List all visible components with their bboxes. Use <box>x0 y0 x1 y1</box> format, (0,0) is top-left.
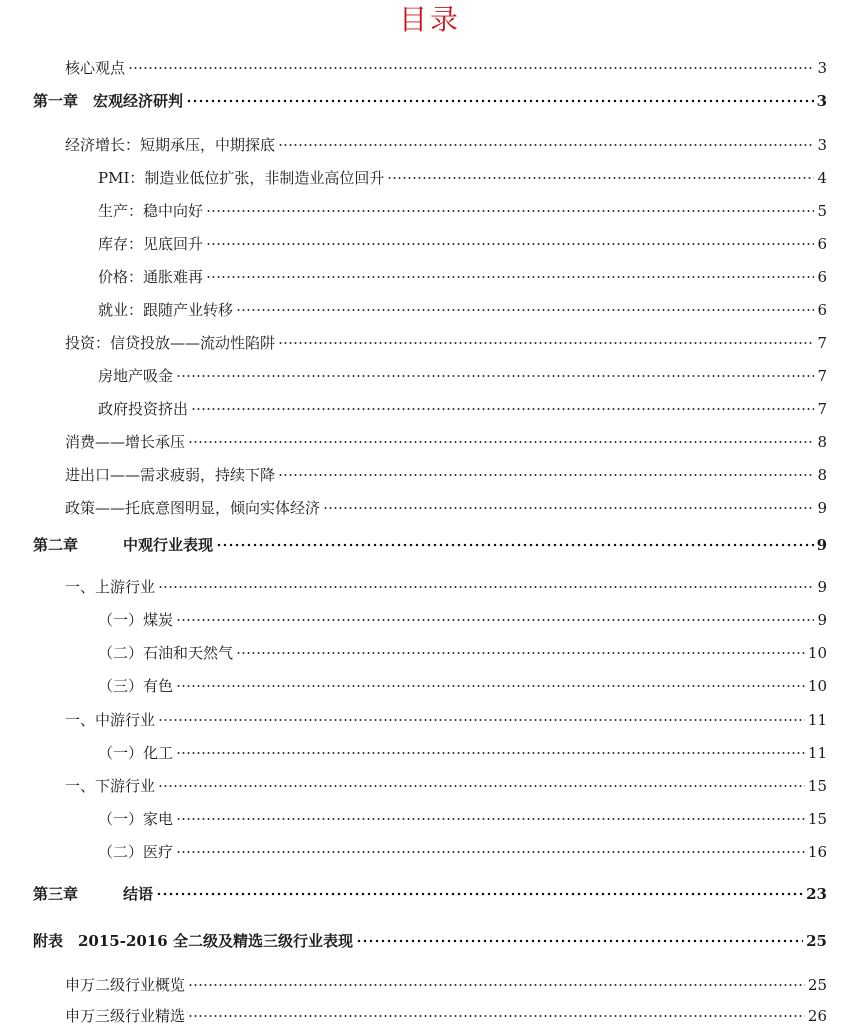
toc-entry[interactable] <box>98 610 827 630</box>
toc-entry-page: 6 <box>817 301 827 319</box>
toc-entry-label: （一）家电 <box>98 810 174 828</box>
dot-leader <box>387 176 814 180</box>
toc-entry-label: 附表 2015-2016 全二级及精选三级行业表现 <box>33 932 353 950</box>
toc-entry-page: 3 <box>817 136 827 154</box>
toc-entry[interactable] <box>98 300 827 320</box>
dot-leader <box>176 850 805 854</box>
dot-leader <box>236 308 814 312</box>
toc-entry-label: 第二章 中观行业表现 <box>33 536 214 554</box>
toc-entry-page: 11 <box>807 744 827 762</box>
toc-entry-page: 10 <box>807 644 827 662</box>
toc-entry-label: 一、下游行业 <box>65 777 156 795</box>
toc-entry-page: 10 <box>807 677 827 695</box>
toc-entry-page: 26 <box>807 1007 827 1025</box>
toc-entry-label: （一）化工 <box>98 744 174 762</box>
dot-leader <box>188 983 805 987</box>
toc-entry-page: 3 <box>817 59 827 77</box>
dot-leader <box>323 506 814 510</box>
toc-entry-label: 房地产吸金 <box>98 367 174 385</box>
toc-entry[interactable] <box>65 1006 827 1026</box>
dot-leader <box>158 784 805 788</box>
toc-entry[interactable] <box>65 58 827 78</box>
toc-entry-page: 23 <box>806 885 827 903</box>
toc-entry-page: 5 <box>817 202 827 220</box>
dot-leader <box>206 209 814 213</box>
dot-leader <box>158 718 805 722</box>
toc-entry-label: 一、上游行业 <box>65 578 156 596</box>
toc-entry-label: 库存：见底回升 <box>98 235 204 253</box>
toc-entry[interactable] <box>65 577 827 597</box>
toc-entry[interactable] <box>65 135 827 155</box>
dot-leader <box>176 618 814 622</box>
toc-entry-label: （一）煤炭 <box>98 611 174 629</box>
toc-entry-label: 消费——增长承压 <box>65 433 186 451</box>
toc-entry-label: 生产：稳中向好 <box>98 202 204 220</box>
toc-entry[interactable] <box>98 366 827 386</box>
toc-entry-page: 9 <box>817 499 827 517</box>
toc-entry[interactable] <box>65 710 827 730</box>
toc-entry-page: 7 <box>817 367 827 385</box>
dot-leader <box>236 651 805 655</box>
toc-entry-page: 9 <box>817 578 827 596</box>
toc-appendix-entry[interactable] <box>33 931 827 951</box>
toc-entry-page: 3 <box>816 92 827 110</box>
dot-leader <box>278 143 814 147</box>
toc-entry[interactable] <box>98 234 827 254</box>
toc-entry-page: 6 <box>817 268 827 286</box>
toc-entry-label: 第一章 宏观经济研判 <box>33 92 184 110</box>
toc-entry-label: 经济增长：短期承压，中期探底 <box>65 136 276 154</box>
toc-entry[interactable] <box>98 201 827 221</box>
dot-leader <box>188 1014 805 1018</box>
toc-entry-label: （二）医疗 <box>98 843 174 861</box>
toc-entry-page: 9 <box>817 611 827 629</box>
toc-entry-label: 投资：信贷投放——流动性陷阱 <box>65 334 276 352</box>
dot-leader <box>356 939 803 943</box>
toc-entry-label: 申万二级行业概览 <box>65 976 186 994</box>
toc-entry-page: 16 <box>807 843 827 861</box>
dot-leader <box>278 473 814 477</box>
dot-leader <box>216 543 814 547</box>
toc-entry-label: 一、中游行业 <box>65 711 156 729</box>
toc-entry-page: 25 <box>806 932 827 950</box>
dot-leader <box>176 374 814 378</box>
toc-entry[interactable] <box>65 333 827 353</box>
toc-entry-page: 9 <box>816 536 827 554</box>
toc-title: 目录 <box>398 3 461 36</box>
toc-entry-label: 就业：跟随产业转移 <box>98 301 234 319</box>
toc-entry[interactable] <box>98 168 827 188</box>
toc-entry[interactable] <box>65 776 827 796</box>
toc-entry-page: 6 <box>817 235 827 253</box>
dot-leader <box>206 242 814 246</box>
toc-entry-label: （三）有色 <box>98 677 174 695</box>
toc-entry[interactable] <box>98 842 827 862</box>
dot-leader <box>191 407 814 411</box>
toc-entry[interactable] <box>98 809 827 829</box>
toc-entry[interactable] <box>65 975 827 995</box>
toc-entry[interactable] <box>98 643 827 663</box>
toc-entry-page: 4 <box>817 169 827 187</box>
toc-entry-label: 政府投资挤出 <box>98 400 189 418</box>
dot-leader <box>188 440 814 444</box>
toc-entry[interactable] <box>98 743 827 763</box>
toc-chapter-entry[interactable] <box>33 91 827 111</box>
toc-entry-label: （二）石油和天然气 <box>98 644 234 662</box>
toc-entry[interactable] <box>65 432 827 452</box>
toc-entry-label: 政策——托底意图明显，倾向实体经济 <box>65 499 321 517</box>
toc-entry-label: 申万三级行业精选 <box>65 1007 186 1025</box>
toc-entry[interactable] <box>65 498 827 518</box>
toc-entry-label: 第三章 结语 <box>33 885 154 903</box>
dot-leader <box>156 892 803 896</box>
toc-entry[interactable] <box>98 399 827 419</box>
toc-entry-page: 15 <box>807 810 827 828</box>
toc-entry-page: 7 <box>817 400 827 418</box>
dot-leader <box>158 585 814 589</box>
toc-entry-label: 进出口——需求疲弱，持续下降 <box>65 466 276 484</box>
dot-leader <box>176 817 805 821</box>
toc-entry[interactable] <box>65 465 827 485</box>
toc-entry-label: 核心观点 <box>65 59 126 77</box>
toc-entry-page: 25 <box>807 976 827 994</box>
toc-entry[interactable] <box>98 267 827 287</box>
dot-leader <box>278 341 814 345</box>
toc-entry-page: 8 <box>817 466 827 484</box>
toc-entry-page: 15 <box>807 777 827 795</box>
toc-entry[interactable] <box>98 676 827 696</box>
toc-entry-page: 11 <box>807 711 827 729</box>
dot-leader <box>206 275 814 279</box>
toc-entry-label: 价格：通胀难再 <box>98 268 204 286</box>
toc-chapter-entry[interactable] <box>33 535 827 555</box>
dot-leader <box>128 66 814 70</box>
dot-leader <box>176 684 805 688</box>
dot-leader <box>186 99 814 103</box>
toc-chapter-entry[interactable] <box>33 884 827 904</box>
toc-entry-page: 7 <box>817 334 827 352</box>
dot-leader <box>176 751 805 755</box>
toc-entry-page: 8 <box>817 433 827 451</box>
toc-entry-label: PMI：制造业低位扩张，非制造业高位回升 <box>98 169 385 187</box>
